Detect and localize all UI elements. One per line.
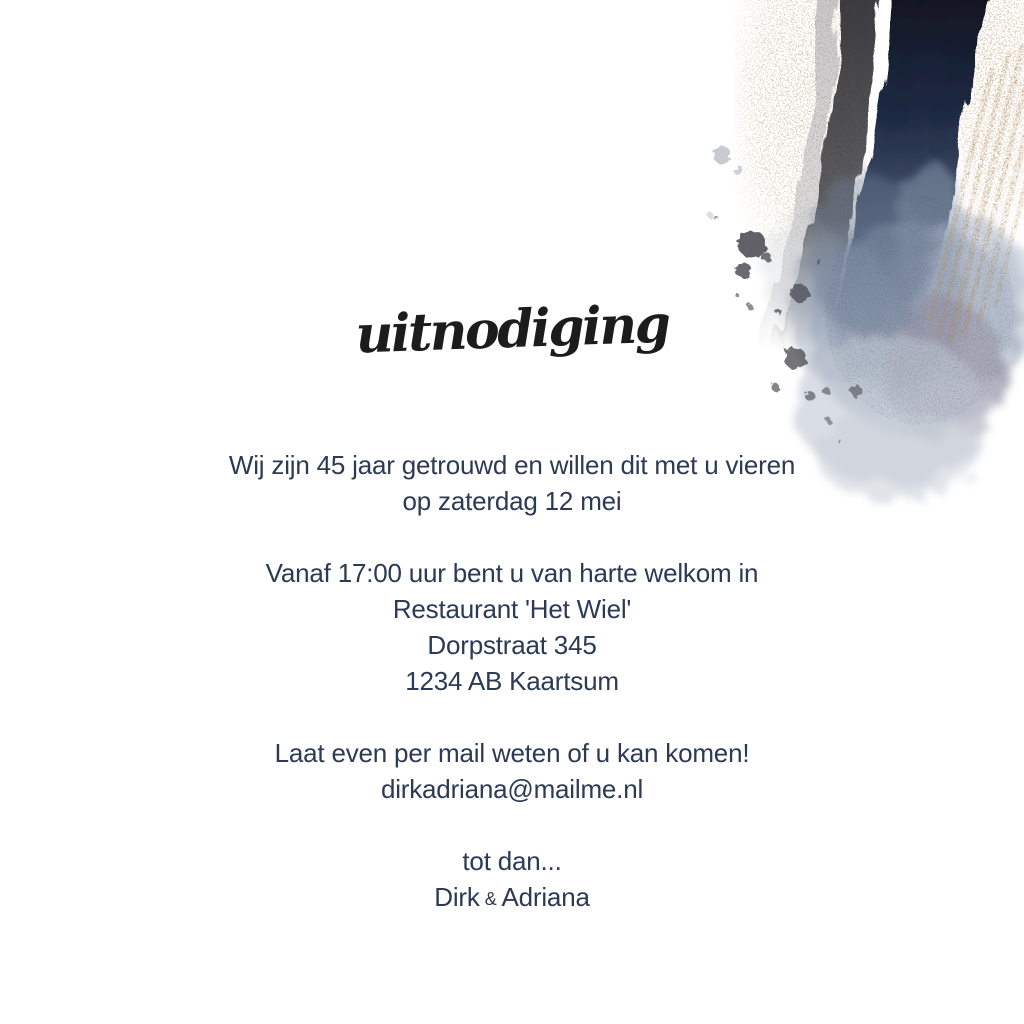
ampersand: & [484, 889, 497, 909]
ink-dot [714, 216, 719, 221]
intro-line-2: op zaterdag 12 mei [402, 486, 622, 516]
rsvp-paragraph [0, 735, 1024, 807]
closing-paragraph [0, 843, 1024, 917]
ink-dot [735, 262, 751, 278]
wash-steel-blue [895, 160, 965, 300]
rsvp-line-1: Laat even per mail weten of u kan komen! [274, 738, 750, 768]
faint-gray-spots [707, 146, 743, 218]
intro-paragraph [0, 447, 1024, 519]
invitation-title: uitnodiging [354, 293, 670, 366]
ink-dot [761, 252, 771, 262]
venue-paragraph [0, 555, 1024, 699]
ink-dot [816, 259, 822, 265]
rsvp-email: dirkadriana@mailme.nl [380, 774, 644, 804]
ink-dot [838, 440, 842, 444]
venue-name: Restaurant 'Het Wiel' [392, 594, 632, 624]
gold-speckle-left [735, 0, 865, 300]
watercolor-brushstroke-artwork [680, 0, 1024, 520]
gold-hatch-line [979, 32, 1024, 323]
name-right: Adriana [501, 882, 590, 912]
ink-dot [825, 417, 831, 423]
gray-spot [733, 165, 743, 175]
closing-names [0, 879, 1024, 917]
ink-dot [738, 230, 766, 258]
closing-line-1: tot dan... [462, 846, 562, 876]
gray-spot [707, 212, 713, 218]
ink-dot [822, 387, 830, 395]
gold-hatch-line [995, 25, 1024, 306]
gray-spot [713, 146, 731, 164]
venue-street: Dorpstraat 345 [427, 630, 597, 660]
ink-dot [851, 386, 863, 398]
invitation-text [0, 447, 1024, 953]
name-left: Dirk [434, 882, 480, 912]
gold-speckle-right [942, 0, 1024, 260]
venue-city: 1234 AB Kaartsum [405, 666, 619, 696]
ink-dot [805, 391, 815, 401]
venue-line-1: Vanaf 17:00 uur bent u van harte welkom in [265, 558, 759, 588]
intro-line-1: Wij zijn 45 jaar getrouwd en willen dit met u vieren [228, 450, 796, 480]
ink-dot [771, 383, 779, 391]
